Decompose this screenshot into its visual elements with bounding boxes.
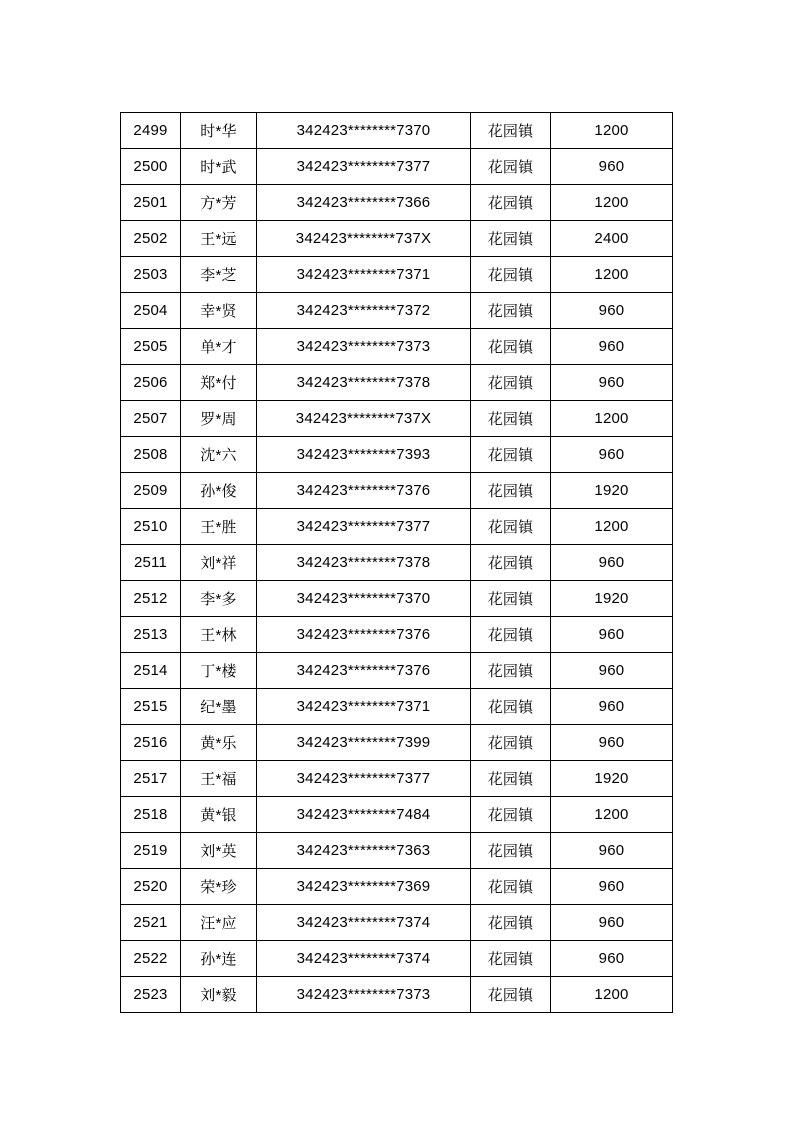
cell-amount: 960 (551, 905, 673, 941)
table-row (121, 401, 673, 437)
cell-index: 2518 (121, 797, 181, 833)
cell-id-number: 342423********7369 (257, 869, 471, 905)
cell-town: 花园镇 (471, 941, 551, 977)
cell-name: 刘*英 (181, 833, 257, 869)
cell-amount: 960 (551, 545, 673, 581)
cell-id-number: 342423********7377 (257, 509, 471, 545)
table-row (121, 437, 673, 473)
cell-amount: 960 (551, 653, 673, 689)
cell-id-number: 342423********7374 (257, 941, 471, 977)
cell-index: 2521 (121, 905, 181, 941)
cell-name: 刘*祥 (181, 545, 257, 581)
cell-index: 2515 (121, 689, 181, 725)
cell-town: 花园镇 (471, 653, 551, 689)
cell-name: 纪*墨 (181, 689, 257, 725)
cell-index: 2510 (121, 509, 181, 545)
cell-name: 时*华 (181, 113, 257, 149)
cell-amount: 2400 (551, 221, 673, 257)
table-row (121, 185, 673, 221)
table-row (121, 113, 673, 149)
cell-amount: 1200 (551, 509, 673, 545)
cell-index: 2522 (121, 941, 181, 977)
cell-id-number: 342423********7484 (257, 797, 471, 833)
cell-index: 2501 (121, 185, 181, 221)
cell-index: 2513 (121, 617, 181, 653)
cell-town: 花园镇 (471, 689, 551, 725)
table-body (121, 113, 673, 1013)
cell-index: 2514 (121, 653, 181, 689)
cell-town: 花园镇 (471, 977, 551, 1013)
cell-name: 丁*楼 (181, 653, 257, 689)
cell-name: 荣*珍 (181, 869, 257, 905)
cell-town: 花园镇 (471, 437, 551, 473)
cell-name: 时*武 (181, 149, 257, 185)
cell-index: 2509 (121, 473, 181, 509)
cell-id-number: 342423********737X (257, 401, 471, 437)
cell-index: 2507 (121, 401, 181, 437)
cell-town: 花园镇 (471, 761, 551, 797)
cell-name: 沈*六 (181, 437, 257, 473)
cell-town: 花园镇 (471, 797, 551, 833)
cell-amount: 1200 (551, 797, 673, 833)
cell-index: 2511 (121, 545, 181, 581)
cell-index: 2505 (121, 329, 181, 365)
cell-amount: 1200 (551, 977, 673, 1013)
cell-name: 王*胜 (181, 509, 257, 545)
cell-id-number: 342423********7366 (257, 185, 471, 221)
cell-name: 李*多 (181, 581, 257, 617)
cell-amount: 960 (551, 941, 673, 977)
cell-name: 黄*银 (181, 797, 257, 833)
cell-id-number: 342423********7371 (257, 257, 471, 293)
cell-id-number: 342423********7378 (257, 365, 471, 401)
cell-amount: 960 (551, 869, 673, 905)
table-row (121, 581, 673, 617)
table-row (121, 473, 673, 509)
cell-amount: 1920 (551, 473, 673, 509)
cell-town: 花园镇 (471, 401, 551, 437)
cell-id-number: 342423********7363 (257, 833, 471, 869)
cell-name: 王*远 (181, 221, 257, 257)
cell-town: 花园镇 (471, 113, 551, 149)
cell-index: 2512 (121, 581, 181, 617)
cell-amount: 960 (551, 437, 673, 473)
cell-amount: 960 (551, 833, 673, 869)
cell-name: 王*福 (181, 761, 257, 797)
cell-amount: 1920 (551, 761, 673, 797)
cell-id-number: 342423********7374 (257, 905, 471, 941)
cell-id-number: 342423********7378 (257, 545, 471, 581)
cell-id-number: 342423********7377 (257, 761, 471, 797)
cell-id-number: 342423********7371 (257, 689, 471, 725)
cell-name: 黄*乐 (181, 725, 257, 761)
table-row (121, 725, 673, 761)
cell-name: 幸*贤 (181, 293, 257, 329)
table-row (121, 797, 673, 833)
cell-name: 孙*连 (181, 941, 257, 977)
cell-id-number: 342423********7370 (257, 113, 471, 149)
cell-index: 2502 (121, 221, 181, 257)
cell-amount: 960 (551, 617, 673, 653)
table-row (121, 941, 673, 977)
cell-amount: 1200 (551, 113, 673, 149)
table-row (121, 293, 673, 329)
cell-amount: 1200 (551, 257, 673, 293)
table-row (121, 833, 673, 869)
table-row (121, 869, 673, 905)
cell-town: 花园镇 (471, 329, 551, 365)
cell-amount: 1200 (551, 401, 673, 437)
cell-id-number: 342423********7376 (257, 653, 471, 689)
cell-index: 2506 (121, 365, 181, 401)
cell-name: 单*才 (181, 329, 257, 365)
cell-id-number: 342423********7376 (257, 473, 471, 509)
table-row (121, 905, 673, 941)
cell-amount: 1920 (551, 581, 673, 617)
cell-name: 王*林 (181, 617, 257, 653)
cell-index: 2519 (121, 833, 181, 869)
cell-id-number: 342423********7393 (257, 437, 471, 473)
cell-town: 花园镇 (471, 545, 551, 581)
cell-index: 2523 (121, 977, 181, 1013)
cell-town: 花园镇 (471, 221, 551, 257)
cell-town: 花园镇 (471, 617, 551, 653)
cell-town: 花园镇 (471, 149, 551, 185)
beneficiary-table (120, 112, 673, 1013)
cell-amount: 960 (551, 293, 673, 329)
cell-town: 花园镇 (471, 869, 551, 905)
cell-id-number: 342423********7373 (257, 977, 471, 1013)
cell-town: 花园镇 (471, 509, 551, 545)
cell-amount: 960 (551, 149, 673, 185)
table-row (121, 365, 673, 401)
cell-index: 2517 (121, 761, 181, 797)
cell-town: 花园镇 (471, 257, 551, 293)
cell-id-number: 342423********7372 (257, 293, 471, 329)
table-row (121, 689, 673, 725)
table-row (121, 257, 673, 293)
table-row (121, 545, 673, 581)
cell-index: 2516 (121, 725, 181, 761)
cell-name: 方*芳 (181, 185, 257, 221)
cell-name: 刘*毅 (181, 977, 257, 1013)
cell-town: 花园镇 (471, 293, 551, 329)
cell-index: 2504 (121, 293, 181, 329)
table-row (121, 221, 673, 257)
cell-id-number: 342423********7373 (257, 329, 471, 365)
cell-id-number: 342423********737X (257, 221, 471, 257)
cell-name: 郑*付 (181, 365, 257, 401)
cell-town: 花园镇 (471, 581, 551, 617)
cell-id-number: 342423********7376 (257, 617, 471, 653)
cell-town: 花园镇 (471, 185, 551, 221)
table-row (121, 653, 673, 689)
cell-amount: 960 (551, 329, 673, 365)
cell-town: 花园镇 (471, 365, 551, 401)
cell-index: 2500 (121, 149, 181, 185)
table-row (121, 761, 673, 797)
cell-index: 2520 (121, 869, 181, 905)
cell-index: 2508 (121, 437, 181, 473)
cell-name: 孙*俊 (181, 473, 257, 509)
cell-town: 花园镇 (471, 833, 551, 869)
cell-name: 李*芝 (181, 257, 257, 293)
cell-town: 花园镇 (471, 725, 551, 761)
cell-town: 花园镇 (471, 905, 551, 941)
table-row (121, 149, 673, 185)
table-row (121, 329, 673, 365)
table-row (121, 617, 673, 653)
cell-amount: 960 (551, 689, 673, 725)
cell-name: 汪*应 (181, 905, 257, 941)
cell-town: 花园镇 (471, 473, 551, 509)
cell-name: 罗*周 (181, 401, 257, 437)
cell-id-number: 342423********7370 (257, 581, 471, 617)
table-row (121, 509, 673, 545)
cell-id-number: 342423********7399 (257, 725, 471, 761)
cell-id-number: 342423********7377 (257, 149, 471, 185)
cell-amount: 960 (551, 725, 673, 761)
cell-amount: 1200 (551, 185, 673, 221)
table-row (121, 977, 673, 1013)
cell-amount: 960 (551, 365, 673, 401)
cell-index: 2499 (121, 113, 181, 149)
cell-index: 2503 (121, 257, 181, 293)
